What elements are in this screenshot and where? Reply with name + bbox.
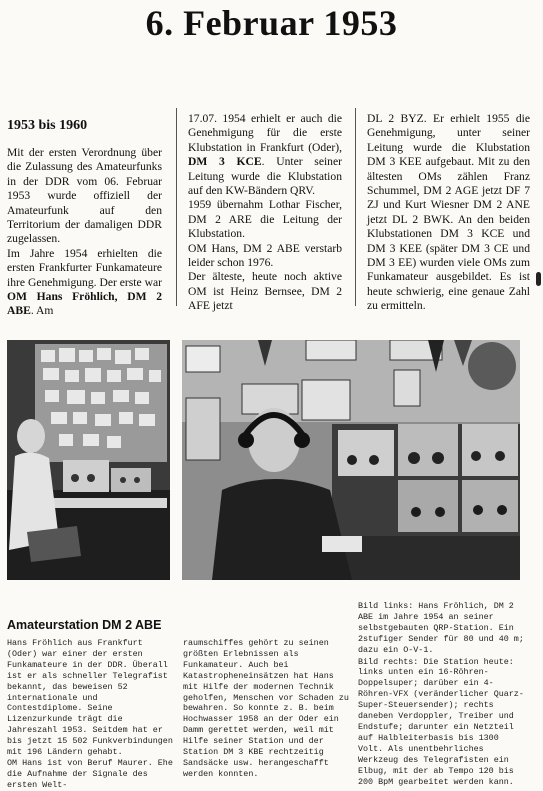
section-heading: 1953 bis 1960 (7, 118, 88, 133)
captions (358, 601, 524, 788)
bottom-text-column-2: raumschiffes gehört zu seinen größten Erlebnissen als Funkamateur. Auch bei Katastropheneinsätzen hat Hans mit Hilfe der modernen Technik geholfen, Menschen vor Schaden zu bewahren. So konnte z. B. beim Hochwasser 1958 an der Oder ein Damm gerettet werden, weil mit Hilfe seiner Station und der Station DM 3 KBE rechtzeitig Sandsäcke usw. herangeschafft werden konnten. (183, 638, 349, 779)
col2-paragraph-4: Der älteste, heute noch aktive OM ist Heinz Bernsee, DM 2 AFE jetzt (188, 270, 342, 313)
col2-paragraph-1: 17.07. 1954 erhielt er auch die Genehmigung für die erste Klubstation in Frankfurt (Oder), (188, 112, 342, 154)
text-column-3 (367, 112, 530, 314)
page-edge-mark (536, 272, 541, 286)
col1-bold-name: OM Hans Fröhlich, DM 2 ABE (7, 290, 162, 318)
col2-paragraph-1-end: . Unter seiner Leitung wurde die Klubstation auf den KW-Bändern QRV. (188, 155, 342, 198)
text-column-2 (188, 112, 342, 314)
col2-paragraph-2: 1959 übernahm Lothar Fischer, DM 2 ARE die Leitung der Klubstation. (188, 198, 342, 241)
page-title: 6. Februar 1953 (145, 3, 398, 43)
caption-left-photo: Bild links: Hans Fröhlich, DM 2 ABE im Jahre 1954 an seiner selbstgebauten QRP-Station. Ein 2stufiger Sender für 80 und 40 m; dazu ein O-V-1. (358, 601, 524, 655)
col1-paragraph-2: Im Jahre 1954 erhielten die ersten Frankfurter Funkamateure ihre Genehmigung. Der erste war (7, 246, 162, 289)
column-divider-2 (355, 108, 356, 306)
caption-right-photo: Bild rechts: Die Station heute: links unten ein 16-Röhren-Doppelsuper; darüber ein 4-Röhren-VFX (veränderlicher Quarz-Super-Steuersender); rechts daneben Verdoppler, Treiber und Endstufe; darunter ein Netzteil auf Halbleiterbasis bis 1300 Volt. Als unentbehrliches Werkzeug des Telegrafisten ein Elbug, mit der ab Tempo 120 bis 200 BpM gearbeitet werden kann. (358, 656, 524, 787)
col1-paragraph-1: Mit der ersten Verordnung über die Zulassung des Amateurfunks in der DDR vom 06. Februar 1953 wurde offiziell der Amateurfunk auf den Territorium der damaligen DDR zugelassen. (7, 146, 162, 246)
col1-trailer: . Am (30, 304, 54, 318)
column-divider-1 (176, 108, 177, 306)
text-column-1 (7, 146, 162, 319)
photo-right (182, 340, 520, 580)
photo-left (7, 340, 170, 580)
col2-bold-callsign: DM 3 KCE (188, 155, 262, 169)
photo-right-drawing (182, 340, 520, 580)
station-heading: Amateurstation DM 2 ABE (7, 618, 162, 632)
col3-paragraph: DL 2 BYZ. Er erhielt 1955 die Genehmigung, unter seiner Leitung wurde die Klubstation DM 3 KEE aufgebaut. Mit zu den ältesten OMs zählen Franz Schummel, DM 2 AGE jetzt DF 7 ZJ und Kurt Wiesner DM 2 ANE jetzt DL 2 BWK. An den beiden Klubstationen DM 3 KCE und DM 3 KEE (später DM 3 CE und DM 3 EE) wurden viele OMs zum Funkamateur ausgebildet. Es ist heute schwierig, eine genaue Zahl zu ermitteln. (367, 112, 530, 313)
bottom-text-column-1: Hans Fröhlich aus Frankfurt (Oder) war einer der ersten Funkamateure in der DDR. Überall ist er als schneller Telegrafist bekannt, das beweisen 52 internationale und Contestdiplome. Seine Lizenzurkunde trägt die Jahreszahl 1953. Seitdem hat er bis jetzt 15 502 Funkverbindungen mit 196 Ländern gehabt. OM Hans ist von Beruf Maurer. Ehe die Aufnahme der Signale des ersten Welt- (7, 638, 173, 790)
col2-paragraph-3: OM Hans, DM 2 ABE verstarb leider schon 1976. (188, 241, 342, 270)
photo-left-drawing (7, 340, 170, 580)
